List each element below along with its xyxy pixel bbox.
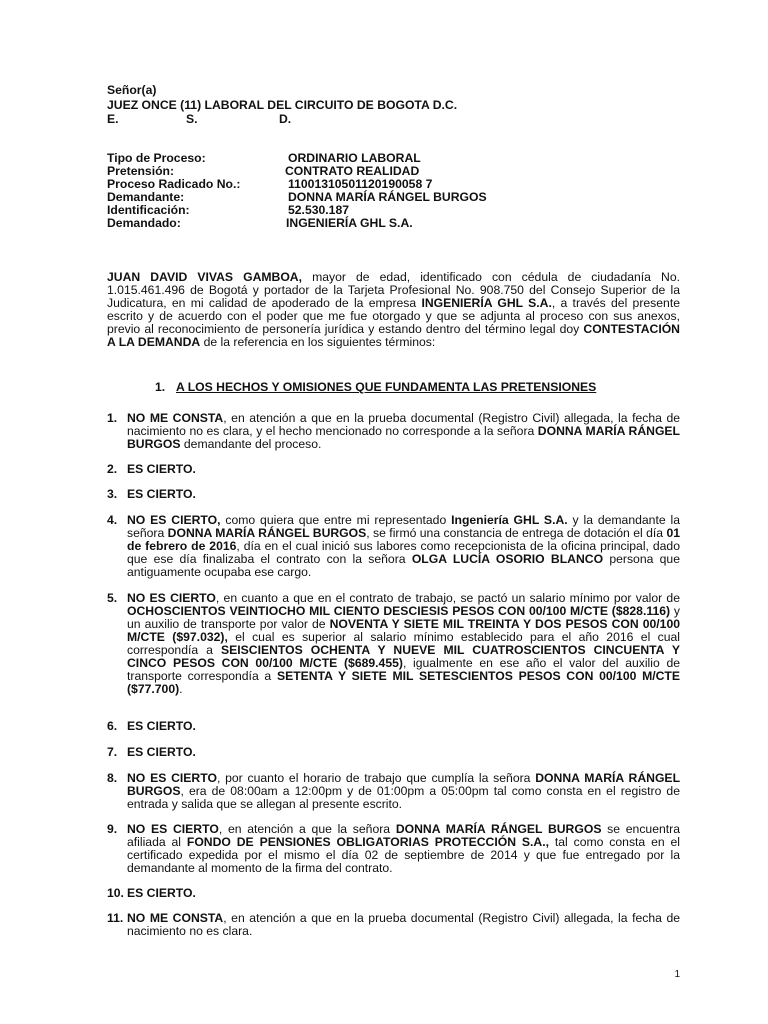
item-name: OLGA LUCÍA OSORIO BLANCO xyxy=(411,552,604,566)
item-fund: FONDO DE PENSIONES OBLIGATORIAS PROTECCIÓN S.A., xyxy=(186,835,549,849)
item-amount: OCHOSCIENTOS VEINTIOCHO MIL CIENTO DESCIESIS PESOS CON 00/100 M/CTE ($828.116) xyxy=(127,604,671,618)
item-text xyxy=(127,772,680,811)
item-lead: ES CIERTO. xyxy=(127,886,196,900)
item-text-part: se encuentra afiliada al xyxy=(127,822,680,849)
item-text-part: , en atención a que en la prueba documental (Registro Civil) allegada, la fecha de nacimiento no es clara, y el hecho mencionado no corresponde a la señora xyxy=(127,411,680,438)
intro-contest: CONTESTACIÓN A LA DEMANDA xyxy=(107,322,680,349)
item-text-part: y la demandante la señora xyxy=(127,513,680,540)
defendant-value: INGENIERÍA GHL S.A. xyxy=(286,216,413,230)
intro-text-1: mayor de edad, identificado con cédula de ciudadanía No. 1.015.461.496 de Bogotá y portador de la Tarjeta Profesional No. 908.750 del Consejo Superior de la Judicatura, en mi calidad de apoderado de la empresa xyxy=(107,270,680,310)
plaintiff-label: Demandante: xyxy=(107,190,185,204)
item-text-part: como quiera que entre mi representado xyxy=(220,513,452,527)
item-number: 8. xyxy=(107,771,118,785)
list-item-3 xyxy=(107,488,680,501)
esd-s: S. xyxy=(186,112,198,126)
item-text-part: , día en el cual inició sus labores como recepcionista de la oficina principal, dado que ese día finalizaba el contrato con la señora xyxy=(127,539,680,566)
item-text xyxy=(127,412,680,451)
list-item-1 xyxy=(107,412,680,451)
item-name: DONNA MARÍA RÁNGEL BURGOS xyxy=(395,822,602,836)
item-text-part: , se firmó una constancia de entrega de dotación el día xyxy=(366,526,667,540)
item-text-part: demandante del proceso. xyxy=(180,437,322,451)
item-lead: NO ME CONSTA xyxy=(127,411,224,425)
item-text xyxy=(127,514,680,579)
item-lead: ES CIERTO. xyxy=(127,487,196,501)
item-text-part: . xyxy=(179,682,183,696)
section-title: A LOS HECHOS Y OMISIONES QUE FUNDAMENTA LAS PRETENSIONES xyxy=(176,380,597,394)
item-date: 01 de febrero de 2016 xyxy=(127,526,680,553)
item-lead: NO ES CIERTO xyxy=(127,822,219,836)
list-item-7 xyxy=(107,746,680,759)
item-number: 3. xyxy=(107,487,118,501)
list-item-11 xyxy=(107,912,680,938)
item-number: 7. xyxy=(107,745,118,759)
item-text-part: tal como consta en el certificado expedida por el mismo el día 02 de septiembre de 2014 y que fue entregado por la demandante al momento de la firma del contrato. xyxy=(127,835,680,875)
item-text-part: , era de 08:00am a 12:00pm y de 01:00pm a 05:00pm tal como consta en el registro de entrada y salida que se allegan al presente escrito. xyxy=(127,784,680,811)
item-lead: NO ME CONSTA xyxy=(127,911,224,925)
item-number: 4. xyxy=(107,513,118,527)
item-name: DONNA MARÍA RÁNGEL BURGOS xyxy=(127,424,680,451)
item-text-part: , en atención a que en la prueba documental (Registro Civil) allegada, la fecha de nacimiento no es clara. xyxy=(127,911,680,938)
item-number: 1. xyxy=(107,411,118,425)
item-lead: ES CIERTO. xyxy=(127,462,196,476)
list-item-5 xyxy=(107,592,680,696)
claim-label: Pretensión: xyxy=(107,164,175,178)
item-amount: SETENTA Y SIETE MIL SETESCIENTOS PESOS CON 00/100 M/CTE ($77.700) xyxy=(127,669,680,696)
esd-d: D. xyxy=(279,112,292,126)
section-number: 1. xyxy=(155,380,166,394)
item-lead: ES CIERTO. xyxy=(127,719,196,733)
list-item-8 xyxy=(107,772,680,811)
item-text xyxy=(127,912,680,938)
claim-value: CONTRATO REALIDAD xyxy=(285,164,420,178)
court-name: JUEZ ONCE (11) LABORAL DEL CIRCUITO DE BOGOTA D.C. xyxy=(107,98,458,112)
item-text-part: , en atención a que la señora xyxy=(218,822,396,836)
item-amount: SEISCIENTOS OCHENTA Y NUEVE MIL CUATROSCIENTOS CINCUENTA Y CINCO PESOS CON 00/100 M/CTE ($689.455) xyxy=(127,643,680,670)
item-lead: NO ES CIERTO xyxy=(127,771,217,785)
list-item-4 xyxy=(107,514,680,579)
intro-text-2: , a través del presente escrito y de acuerdo con el poder que me fue otorgado y que se adjunta al proceso con sus anexos, previo al reconocimiento de personería jurídica y estando dentro del término legal doy xyxy=(107,296,680,336)
list-item-10 xyxy=(107,887,680,900)
item-lead: ES CIERTO. xyxy=(127,745,196,759)
item-number: 2. xyxy=(107,462,118,476)
salutation: Señor(a) xyxy=(107,83,157,97)
item-number: 9. xyxy=(107,822,118,836)
intro-paragraph xyxy=(107,271,680,349)
identification-value: 52.530.187 xyxy=(288,203,349,217)
item-name: DONNA MARÍA RÁNGEL BURGOS xyxy=(167,526,367,540)
case-number-value: 11001310501120190058 7 xyxy=(288,177,433,191)
process-type-value: ORDINARIO LABORAL xyxy=(288,151,421,165)
case-number-label: Proceso Radicado No.: xyxy=(107,177,241,191)
esd-e: E. xyxy=(107,112,119,126)
item-text-part: , en cuanto a que en el contrato de trabajo, se pactó un salario mínimo por valor de xyxy=(215,591,680,605)
intro-text-3: de la referencia en los siguientes términos: xyxy=(200,335,436,349)
page-number: 1 xyxy=(674,969,680,980)
plaintiff-value: DONNA MARÍA RÁNGEL BURGOS xyxy=(288,190,487,204)
item-text-part: el cual es superior al salario mínimo establecido para el año 2016 el cual correspondía a xyxy=(127,630,681,657)
item-text xyxy=(127,823,680,875)
item-text-part: persona que antiguamente ocupaba ese cargo. xyxy=(127,552,680,579)
item-text-part: , igualmente en ese año el valor del auxilio de transporte correspondía a xyxy=(127,656,681,683)
item-name: DONNA MARÍA RÁNGEL BURGOS xyxy=(127,771,681,798)
item-number: 11. xyxy=(107,911,124,925)
identification-label: Identificación: xyxy=(107,203,190,217)
item-lead: NO ES CIERTO, xyxy=(127,513,221,527)
item-amount: NOVENTA Y SIETE MIL TREINTA Y DOS PESOS CON 00/100 M/CTE ($97.032), xyxy=(127,617,680,644)
item-text-part: y un auxilio de transporte por valor de xyxy=(127,604,680,631)
list-item-2 xyxy=(107,463,680,476)
list-item-6 xyxy=(107,720,680,733)
attorney-name: JUAN DAVID VIVAS GAMBOA, xyxy=(107,270,302,284)
item-lead: NO ES CIERTO xyxy=(127,591,216,605)
list-item-9 xyxy=(107,823,680,875)
item-number: 5. xyxy=(107,591,118,605)
item-number: 6. xyxy=(107,719,118,733)
item-text xyxy=(127,592,680,696)
process-type-label: Tipo de Proceso: xyxy=(107,151,206,165)
intro-company: INGENIERÍA GHL S.A. xyxy=(421,296,552,310)
item-company: Ingeniería GHL S.A. xyxy=(451,513,568,527)
defendant-label: Demandado: xyxy=(107,216,181,230)
item-number: 10. xyxy=(107,886,124,900)
item-text-part: , por cuanto el horario de trabajo que cumplía la señora xyxy=(216,771,536,785)
